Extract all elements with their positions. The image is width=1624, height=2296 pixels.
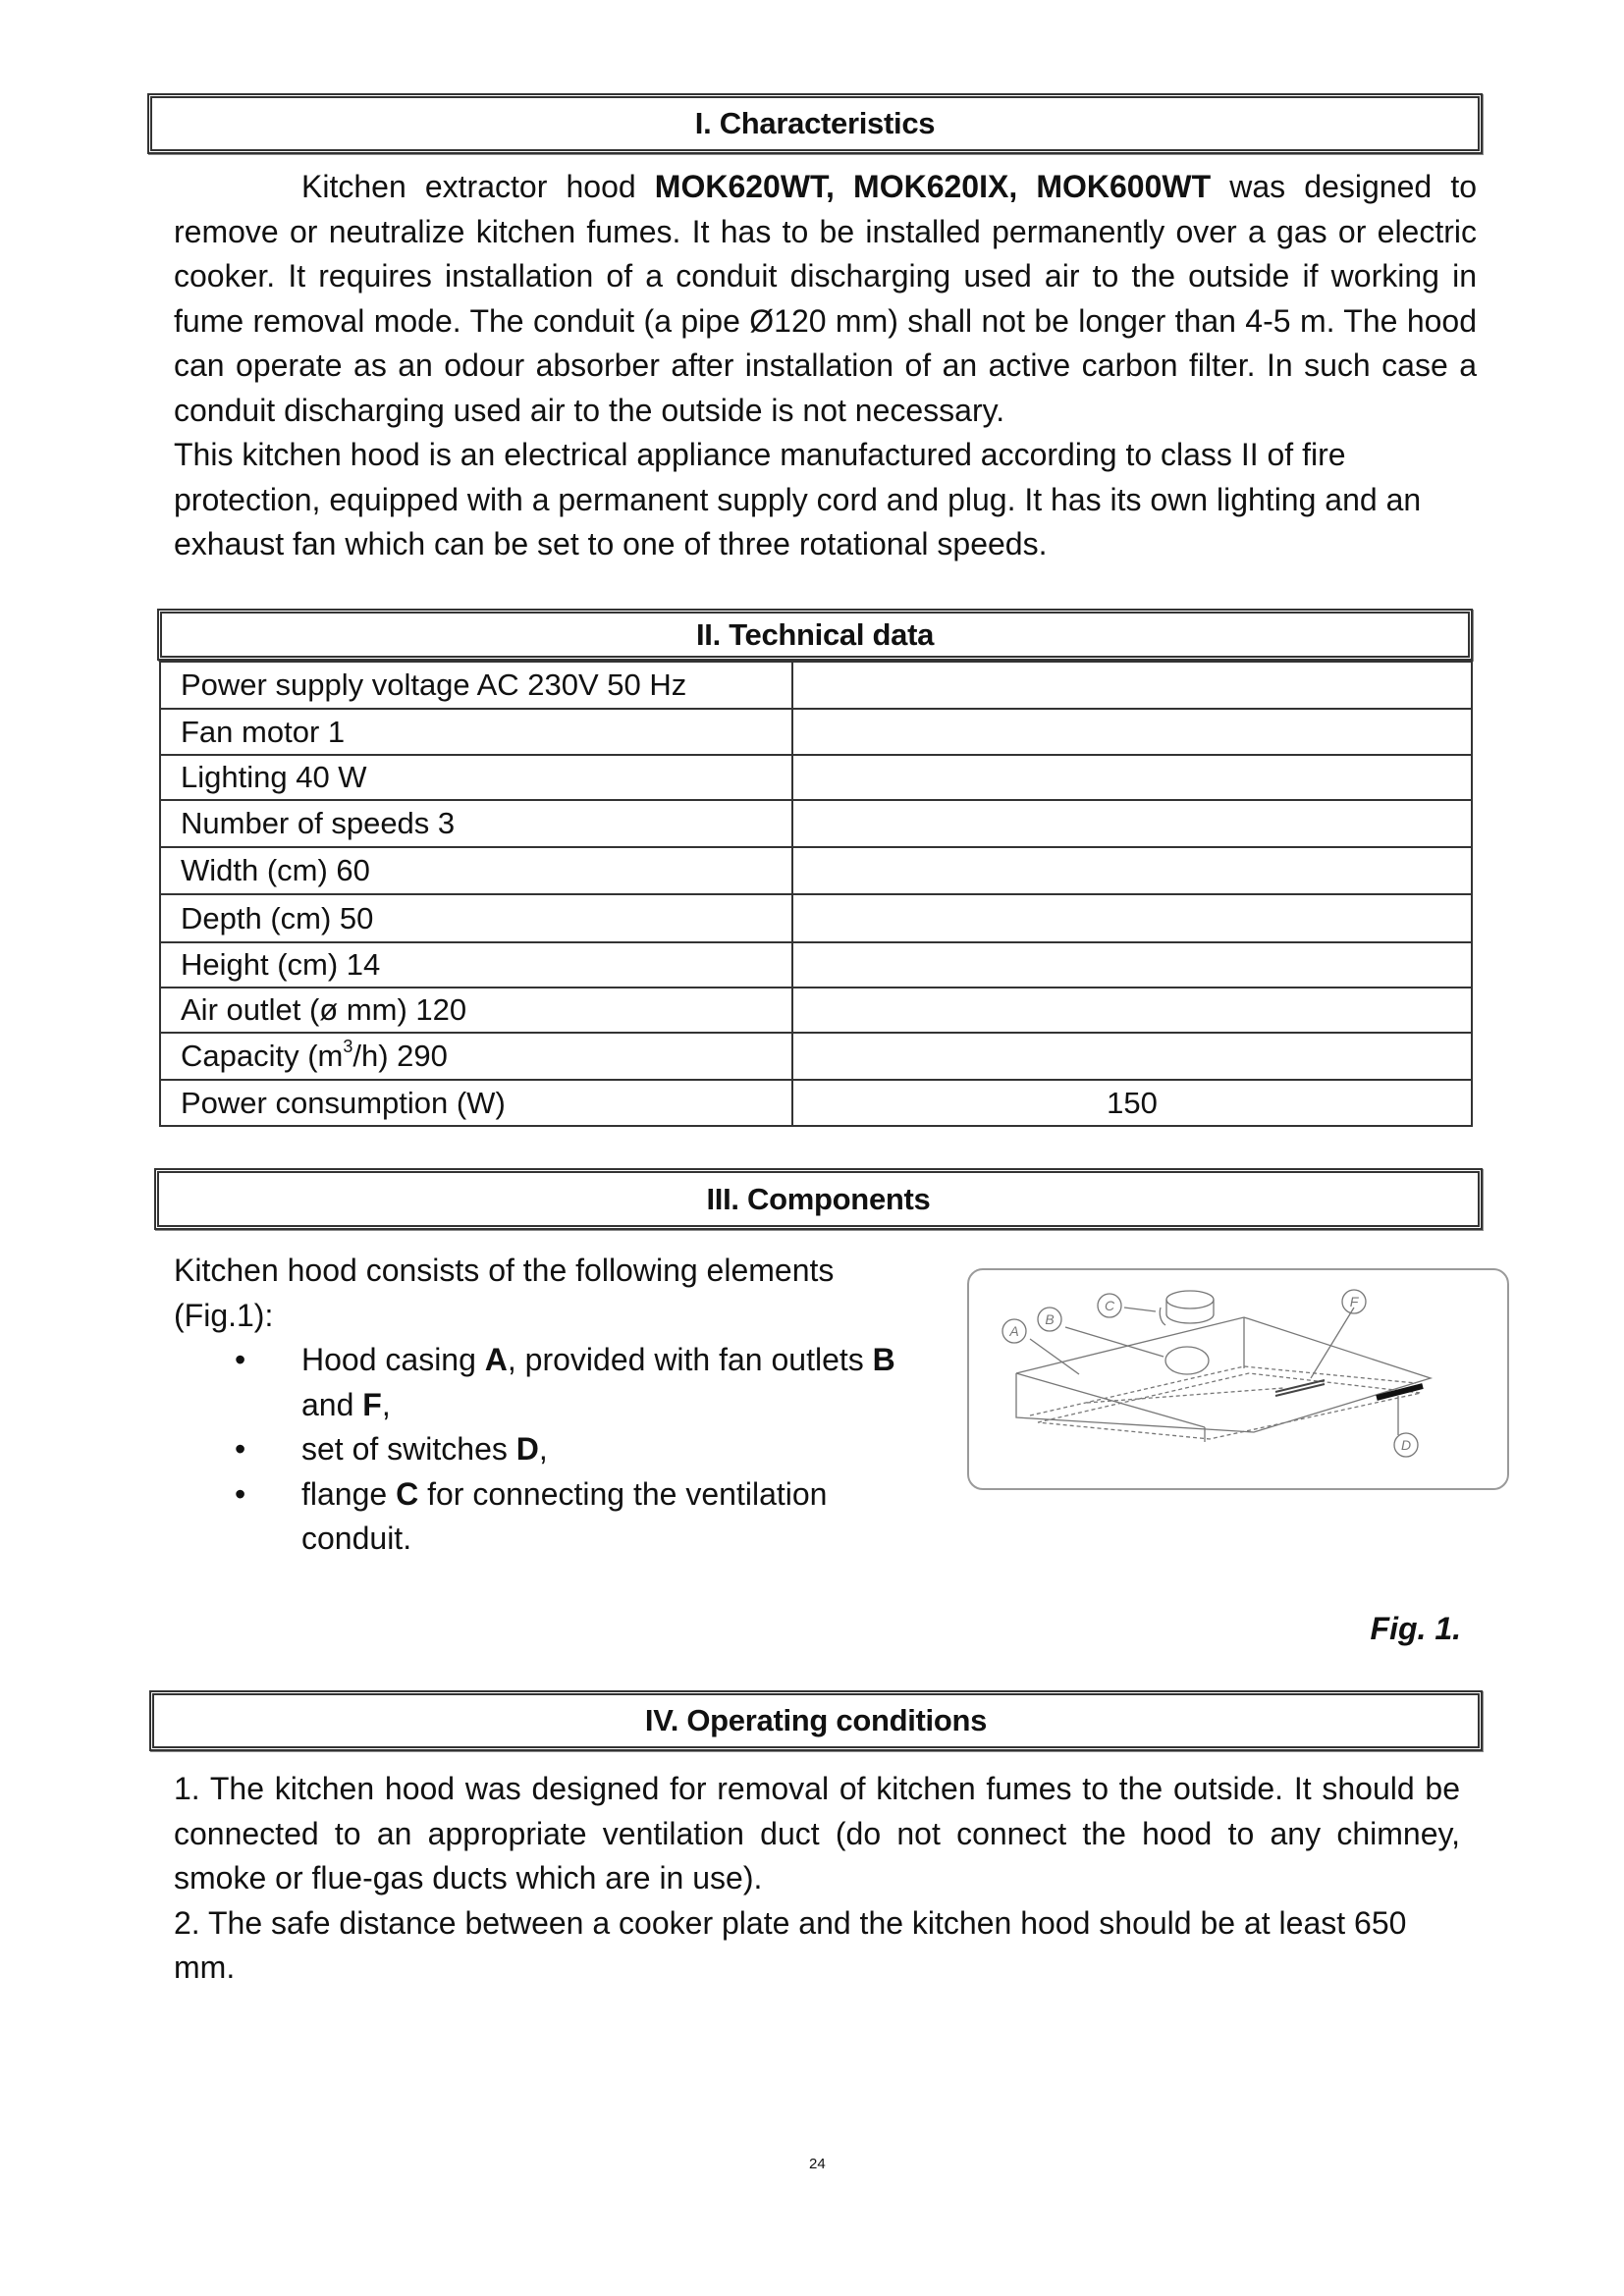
text-span: was designed to remove or neutralize kitchen fumes. It has to be installed permanently over a gas or electric cooker. It requires installation of a conduit discharging used air to the outside if working in fume removal mode. The conduit (a pipe Ø120 mm) shall not be longer than 4-5 m. The hood can operate as an odour absorber after installation of an active carbon filter. In such case a conduit discharging used air to the outside is not necessary. [174,169,1477,428]
characteristics-paragraph-1 [174,165,1477,433]
row-value [792,847,1472,894]
section-title: IV. Operating conditions [644,1703,988,1737]
part-letter: C [396,1475,419,1512]
components-text [174,1249,940,1562]
table-row [160,800,1472,847]
list-item [174,1427,940,1472]
table-row [160,1080,1472,1126]
text-span: flange [301,1475,397,1512]
operating-condition-2: 2. The safe distance between a cooker plate and the kitchen hood should be at least 650 mm. [174,1904,1407,1985]
components-list [174,1338,940,1562]
text-span: for connecting the ventilation conduit. [301,1475,828,1556]
row-label: Power supply voltage AC 230V 50 Hz [160,662,792,709]
row-value [792,1033,1472,1080]
section-title: I. Characteristics [694,106,936,140]
figure-kitchen-hood-diagram [967,1268,1509,1490]
table-row [160,709,1472,755]
bullet-icon: • [235,1475,246,1512]
characteristics-text [174,165,1477,567]
row-label: Depth (cm) 50 [160,894,792,942]
section-title: III. Components [706,1181,931,1216]
bullet-icon: • [235,1431,246,1467]
callout-label: C [1104,1298,1115,1313]
text-span: , provided with fan outlets [507,1342,873,1377]
figure-caption: Fig. 1. [1370,1611,1461,1646]
section-title: II. Technical data [695,616,935,652]
list-item [174,1338,930,1427]
table-row [160,894,1472,942]
row-label: Power consumption (W) [160,1080,792,1126]
bullet-icon: • [235,1342,246,1377]
text-span: set of switches [301,1431,516,1467]
operating-conditions-text [174,1767,1460,1991]
callout-label: F [1349,1294,1359,1309]
text-span: and [301,1386,363,1422]
characteristics-paragraph-2: This kitchen hood is an electrical appliance manufactured according to class II of fire protection, equipped with a permanent supply cord and plug. It has its own lighting and an exhaust fan which can be set to one of three rotational speeds. [174,437,1422,561]
section-header-characteristics [147,93,1483,154]
row-value: 150 [792,1080,1472,1126]
row-value [792,942,1472,988]
text-span: Hood casing [301,1342,485,1377]
callout-label: B [1045,1311,1055,1327]
table-row [160,988,1472,1033]
kitchen-hood-illustration-icon [969,1270,1507,1488]
row-value [792,662,1472,709]
row-value [792,755,1472,800]
table-row [160,1033,1472,1080]
text-span: , [538,1431,548,1467]
part-letter: F [362,1386,382,1422]
row-label: Air outlet (ø mm) 120 [160,988,792,1033]
model-numbers: MOK620WT, MOK620IX, MOK600WT [654,169,1212,204]
section-header-components [154,1168,1483,1230]
operating-condition-1: 1. The kitchen hood was designed for removal of kitchen fumes to the outside. It should be connected to an appropriate ventilation duct (do not connect the hood to any chimney, smoke or flue-gas ducts which are in use). [174,1771,1460,1896]
superscript: 3 [343,1037,353,1056]
table-row [160,662,1472,709]
components-intro: Kitchen hood consists of the following elements (Fig.1): [174,1253,835,1333]
table-row [160,942,1472,988]
text-span: Kitchen extractor hood [301,169,655,204]
row-label: Height (cm) 14 [160,942,792,988]
row-value [792,800,1472,847]
section-header-operating-conditions [149,1690,1483,1751]
technical-data-table [159,661,1473,1127]
row-label [160,1033,792,1080]
row-label: Lighting 40 W [160,755,792,800]
text-span: , [381,1386,391,1422]
row-label: Fan motor 1 [160,709,792,755]
callout-label: A [1009,1323,1019,1339]
table-row [160,847,1472,894]
row-value [792,894,1472,942]
row-value [792,988,1472,1033]
part-letter: A [484,1342,508,1377]
row-label: Number of speeds 3 [160,800,792,847]
table-row [160,755,1472,800]
part-letter: B [872,1342,895,1377]
row-label: Width (cm) 60 [160,847,792,894]
list-item [174,1472,930,1562]
section-header-technical-data [157,609,1473,661]
label-text: Capacity (m [181,1039,344,1073]
label-text: /h) 290 [352,1039,448,1073]
part-letter: D [515,1431,539,1467]
callout-label: D [1400,1437,1412,1453]
page-number: 24 [809,2156,826,2172]
row-value [792,709,1472,755]
